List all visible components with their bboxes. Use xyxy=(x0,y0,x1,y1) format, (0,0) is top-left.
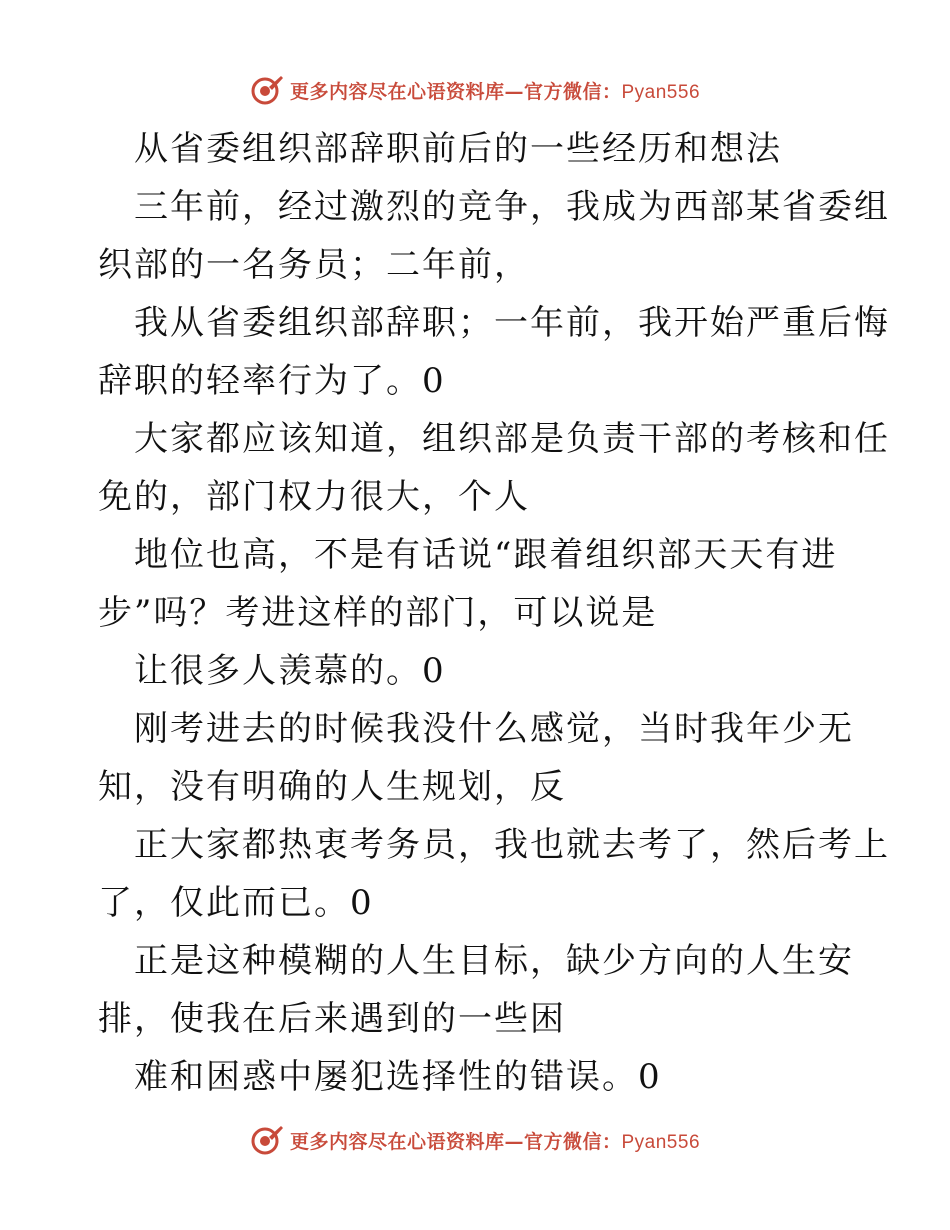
text-line: 了，仅此而已。0 xyxy=(98,883,374,923)
text-line: 排，使我在后来遇到的一些困 xyxy=(98,999,566,1039)
header-banner-text xyxy=(290,77,700,104)
text-line: 辞职的轻率行为了。0 xyxy=(98,361,446,401)
text-line: 我从省委组织部辞职；一年前，我开始严重后悔 xyxy=(134,303,890,343)
header-banner-label: 更多内容尽在心语资料库—官方微信： xyxy=(289,80,622,103)
header-wechat-id: Pyan556 xyxy=(621,81,701,103)
text-line: 难和困惑中屡犯选择性的错误。0 xyxy=(134,1057,662,1097)
footer-wechat-id: Pyan556 xyxy=(621,1131,701,1153)
pen-logo-icon xyxy=(250,1123,284,1157)
document-body xyxy=(98,120,890,1106)
text-line: 免的，部门权力很大，个人 xyxy=(98,477,530,517)
header-banner-inner xyxy=(250,73,700,107)
text-line: 步”吗？考进这样的部门，可以说是 xyxy=(98,593,658,633)
text-line: 让很多人羡慕的。0 xyxy=(134,651,446,691)
text-line: 正大家都热衷考务员，我也就去考了，然后考上 xyxy=(134,825,890,865)
footer-banner-label: 更多内容尽在心语资料库—官方微信： xyxy=(289,1130,622,1153)
header-banner xyxy=(0,70,950,110)
text-line: 地位也高，不是有话说“跟着组织部天天有进 xyxy=(134,535,838,575)
text-line: 正是这种模糊的人生目标，缺少方向的人生安 xyxy=(134,941,854,981)
footer-banner xyxy=(0,1120,950,1160)
text-line: 三年前，经过激烈的竞争，我成为西部某省委组 xyxy=(134,187,890,227)
footer-banner-text xyxy=(290,1127,700,1154)
pen-logo-icon xyxy=(250,73,284,107)
text-line: 刚考进去的时候我没什么感觉，当时我年少无 xyxy=(134,709,854,749)
text-line: 大家都应该知道，组织部是负责干部的考核和任 xyxy=(134,419,890,459)
footer-banner-inner xyxy=(250,1123,700,1157)
text-line: 织部的一名务员；二年前， xyxy=(98,245,530,285)
text-line: 知，没有明确的人生规划，反 xyxy=(98,767,566,807)
text-line: 从省委组织部辞职前后的一些经历和想法 xyxy=(134,129,782,169)
